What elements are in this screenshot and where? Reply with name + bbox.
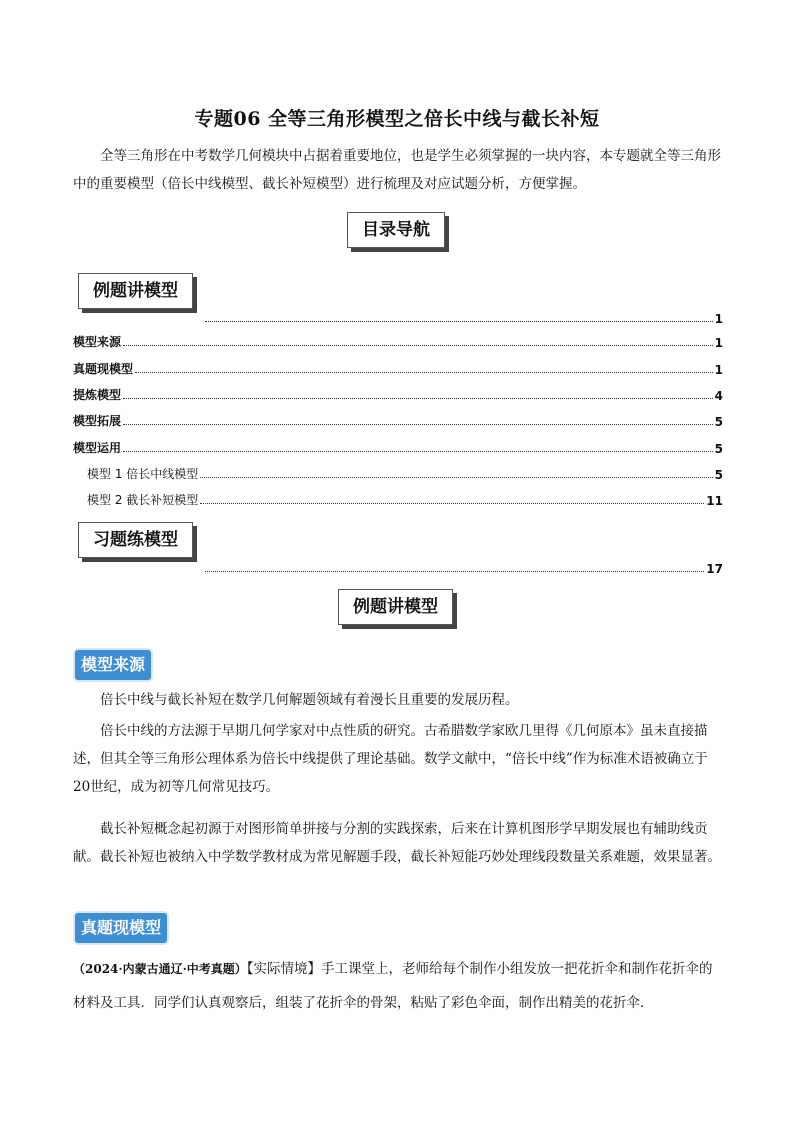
toc-item-page: 5 xyxy=(714,468,723,482)
toc-section-examples[interactable]: 例题讲模型 xyxy=(78,273,193,309)
toc-item-label: 模型拓展 xyxy=(73,414,122,428)
toc-item-page: 5 xyxy=(714,415,723,429)
toc-page: 17 xyxy=(706,562,723,576)
toc-item-label: 模型来源 xyxy=(73,335,122,349)
toc-leader xyxy=(123,424,713,425)
question-source: （2024·内蒙古通辽·中考真题） xyxy=(73,962,247,976)
question-paragraph xyxy=(73,952,723,1020)
toc-item[interactable] xyxy=(73,359,723,377)
toc-leader xyxy=(123,451,713,452)
body-paragraph: 截长补短概念起初源于对图形简单拼接与分割的实践探索，后来在计算机图形学早期发展也有辅助线贡献。截长补短也被纳入中学数学教材成为常见解题手段，截长补短能巧妙处理线段数量关系难题，效果显著。 xyxy=(73,821,721,865)
toc-leader xyxy=(200,503,704,504)
toc-item-label: 提炼模型 xyxy=(73,388,122,402)
toc-item-page: 1 xyxy=(714,336,723,350)
toc-item-page: 11 xyxy=(706,494,723,508)
toc-item-label: 模型 2 截长补短模型 xyxy=(87,493,199,507)
toc-row-examples[interactable] xyxy=(203,308,723,326)
section-heading: 例题讲模型 xyxy=(338,589,453,625)
toc-item[interactable] xyxy=(73,438,723,456)
toc-item-page: 1 xyxy=(714,363,723,377)
question-text: 【实际情境】手工课堂上，老师给每个制作小组发放一把花折伞和制作花折伞的材料及工具．同学们认真观察后，组装了花折伞的骨架，粘贴了彩色伞面，制作出精美的花折伞． xyxy=(73,961,713,1011)
toc-leader xyxy=(123,345,713,346)
toc-item-page: 5 xyxy=(714,442,723,456)
toc-leader xyxy=(135,372,713,373)
toc-item-label: 真题现模型 xyxy=(73,362,134,376)
toc-leader xyxy=(205,321,713,322)
tag-model-source: 模型来源 xyxy=(73,648,153,682)
toc-leader xyxy=(205,571,704,572)
page-title: 专题06 全等三角形模型之倍长中线与截长补短 xyxy=(194,108,600,130)
tag-real-question: 真题现模型 xyxy=(73,911,169,945)
toc-item[interactable] xyxy=(73,385,723,403)
toc-subitem[interactable] xyxy=(87,490,723,508)
toc-item[interactable] xyxy=(73,411,723,429)
toc-leader xyxy=(200,477,712,478)
toc-leader xyxy=(123,398,713,399)
intro-paragraph: 全等三角形在中考数学几何模块中占据着重要地位，也是学生必须掌握的一块内容，本专题就全等三角形中的重要模型（倍长中线模型、截长补短模型）进行梳理及对应试题分析，方便掌握。 xyxy=(73,148,721,192)
body-paragraph: 倍长中线与截长补短在数学几何解题领域有着漫长且重要的发展历程。 xyxy=(100,692,519,708)
toc-item-page: 4 xyxy=(714,389,723,403)
toc-heading: 目录导航 xyxy=(347,212,445,248)
body-paragraph: 倍长中线的方法源于早期几何学家对中点性质的研究。古希腊数学家欧几里得《几何原本》虽未直接描述，但其全等三角形公理体系为倍长中线提供了理论基础。数学文献中，“倍长中线”作为标准术语被确立于20世纪，成为初等几何常见技巧。 xyxy=(73,723,708,795)
toc-row-exercises[interactable] xyxy=(203,558,723,576)
toc-item-label: 模型 1 倍长中线模型 xyxy=(87,467,199,481)
toc-page: 1 xyxy=(714,312,723,326)
toc-item-label: 模型运用 xyxy=(73,441,122,455)
toc-section-exercises[interactable]: 习题练模型 xyxy=(78,522,193,558)
toc-subitem[interactable] xyxy=(87,464,723,482)
toc-item[interactable] xyxy=(73,332,723,350)
